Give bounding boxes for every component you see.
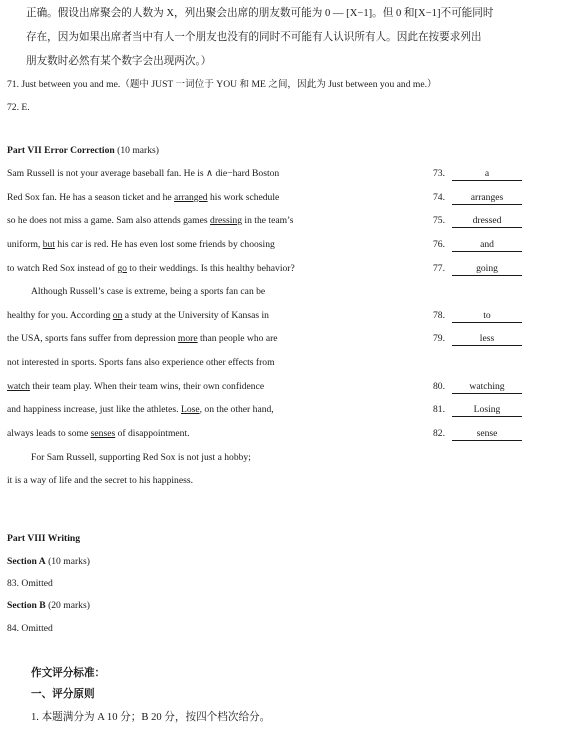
answer-blank: going — [452, 263, 522, 276]
passage-text: healthy for you. According — [7, 310, 113, 321]
passage-text: than people who are — [197, 333, 278, 344]
passage-line-4 — [7, 238, 275, 252]
error-word: more — [177, 333, 198, 344]
error-word: but — [42, 239, 55, 250]
answer-number: 79. — [433, 333, 445, 344]
section-a-heading — [7, 555, 90, 569]
passage-line-1 — [7, 167, 279, 181]
intro-line-2: 存在，因为如果出席者当中有人一个朋友也没有的同时不可能有人认识所有人。因此在按要求列出 — [26, 32, 482, 43]
passage-text: always leads to some — [7, 428, 91, 439]
passage-text: to their weddings. Is this healthy behavior? — [126, 263, 295, 274]
passage-line-2 — [7, 191, 279, 205]
answer-row — [433, 427, 522, 441]
answer-blank: arranges — [452, 192, 522, 205]
answer-83: 83. Omitted — [7, 578, 53, 589]
passage-line-14 — [7, 474, 193, 488]
passage-line-7 — [7, 309, 269, 323]
answer-blank: less — [452, 333, 522, 346]
answer-number: 75. — [433, 215, 445, 226]
answer-blank: Losing — [452, 404, 522, 417]
answer-blank: and — [452, 239, 522, 252]
answer-blank: watching — [452, 381, 522, 394]
answer-row — [433, 214, 522, 228]
section-b-heading — [7, 599, 90, 613]
passage-text: their team play. When their team wins, their own confidence — [29, 381, 265, 392]
answer-row — [433, 262, 522, 276]
part7-marks: (10 marks) — [117, 145, 159, 156]
passage-text: in the team’s — [242, 215, 294, 226]
section-b-label: Section B — [7, 600, 46, 611]
error-word: dressing — [210, 215, 243, 226]
passage-text: to watch Red Sox instead of — [7, 263, 118, 274]
passage-line-10 — [7, 380, 264, 394]
passage-line-13 — [31, 451, 251, 465]
passage-line-5 — [7, 262, 295, 276]
section-a-label: Section A — [7, 556, 46, 567]
passage-text: not interested in sports. Sports fans also experience other effects from — [7, 357, 275, 368]
answer-number: 78. — [433, 310, 445, 321]
answer-row — [433, 238, 522, 252]
passage-text: Sam Russell is not your average baseball fan. He is ∧ die−hard Boston — [7, 168, 280, 179]
passage-text: the USA, sports fans suffer from depression — [7, 333, 178, 344]
passage-line-9 — [7, 356, 275, 370]
answer-row — [433, 309, 522, 323]
answer-71: 71. Just between you and me.（题中 JUST 一词位于 YOU 和 ME 之间，因此为 Just between you and me.） — [7, 79, 437, 90]
error-word: watch — [7, 381, 30, 392]
part7-title: Part VII Error Correction — [7, 145, 115, 156]
passage-text: For Sam Russell, supporting Red Sox is not just a hobby; — [31, 452, 251, 463]
error-word: go — [117, 263, 127, 274]
passage-text: his work schedule — [207, 192, 280, 203]
intro-line-1: 正确。假设出席聚会的人数为 X，列出聚会出席的朋友数可能为 0 — [X−1]。但 0 和[X−1]不可能同时 — [26, 8, 494, 19]
answer-row — [433, 403, 522, 417]
answer-number: 77. — [433, 263, 445, 274]
passage-text: it is a way of life and the secret to his happiness. — [7, 475, 193, 486]
passage-text: so he does not miss a game. Sam also attends games — [7, 215, 211, 226]
answer-number: 76. — [433, 239, 445, 250]
error-word: on — [112, 310, 123, 321]
answer-blank: to — [452, 310, 522, 323]
grading-principle: 一、评分原则 — [31, 689, 95, 700]
answer-blank: a — [452, 168, 522, 181]
answer-number: 82. — [433, 428, 445, 439]
answer-row — [433, 380, 522, 394]
grading-rule-1: 1. 本题满分为 A 10 分；B 20 分，按四个档次给分。 — [31, 712, 271, 723]
answer-row — [433, 191, 522, 205]
passage-line-12 — [7, 427, 190, 441]
answer-number: 74. — [433, 192, 445, 203]
grading-title: 作文评分标准： — [31, 668, 106, 679]
passage-line-8 — [7, 332, 278, 346]
passage-line-3 — [7, 214, 293, 228]
passage-text: Red Sox fan. He has a season ticket and he — [7, 192, 175, 203]
passage-line-6 — [31, 285, 265, 299]
section-b-marks: (20 marks) — [48, 600, 90, 611]
answer-blank: sense — [452, 428, 522, 441]
intro-line-3: 朋友数时必然有某个数字会出现两次。） — [26, 56, 212, 67]
answer-row — [433, 332, 522, 346]
passage-text: , on the other hand, — [199, 404, 274, 415]
answer-number: 80. — [433, 381, 445, 392]
answer-row — [433, 167, 522, 181]
answer-number: 73. — [433, 168, 445, 179]
answer-blank: dressed — [452, 215, 522, 228]
answer-72: 72. E. — [7, 102, 30, 113]
error-word: arranged — [174, 192, 208, 203]
passage-text: uniform, — [7, 239, 43, 250]
passage-text: a study at the University of Kansas in — [122, 310, 269, 321]
passage-text: of disappointment. — [115, 428, 190, 439]
passage-text: and happiness increase, just like the athletes. — [7, 404, 181, 415]
passage-text: Although Russell’s case is extreme, being a sports fan can be — [31, 286, 266, 297]
answer-number: 81. — [433, 404, 445, 415]
passage-text: his car is red. He has even lost some friends by choosing — [54, 239, 275, 250]
part8-title: Part VIII Writing — [7, 533, 81, 544]
passage-line-11 — [7, 403, 274, 417]
part7-heading — [7, 144, 159, 158]
error-word: senses — [90, 428, 116, 439]
section-a-marks: (10 marks) — [48, 556, 90, 567]
answer-84: 84. Omitted — [7, 623, 53, 634]
error-word: Lose — [180, 404, 200, 415]
